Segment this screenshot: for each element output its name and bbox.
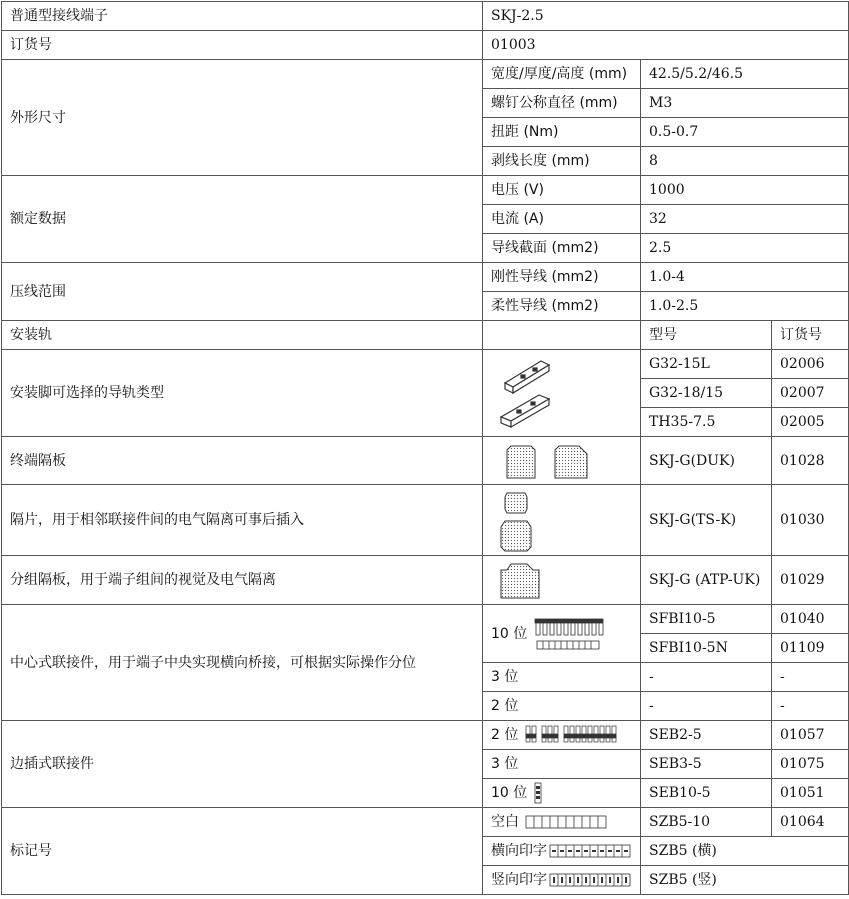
rated-value: 2.5 <box>641 234 849 263</box>
row-dim-1 <box>2 60 849 89</box>
group-plate-model: SKJ-G (ATP-UK) <box>641 556 772 605</box>
crimp-label: 压线范围 <box>2 263 483 321</box>
marker-kind: 横向印字 <box>491 843 547 859</box>
dimensions-label: 外形尺寸 <box>2 60 483 176</box>
crimp-value: 1.0-4 <box>641 263 849 292</box>
center-bridge-icon <box>533 617 605 651</box>
rail-model: G32-15L <box>641 350 772 379</box>
marker-model: SZB5-10 <box>641 808 772 837</box>
side-pos-cell <box>483 779 641 808</box>
product-label: 普通型接线端子 <box>2 2 483 31</box>
rail-model: TH35-7.5 <box>641 408 772 437</box>
row-rail-1 <box>2 350 849 379</box>
dim-name: 螺钉公称直径 (mm) <box>483 89 641 118</box>
center-order: 01109 <box>772 634 849 663</box>
rail-header-label: 安装轨 <box>2 321 483 350</box>
rail-image-cell <box>483 350 641 437</box>
row-marker-1 <box>2 808 849 837</box>
row-rail-header <box>2 321 849 350</box>
marker-horizontal-icon <box>549 844 631 858</box>
dim-value: 0.5-0.7 <box>641 118 849 147</box>
marker-vertical-icon <box>549 873 631 887</box>
side-pos-cell <box>483 721 641 750</box>
center-model: - <box>641 692 772 721</box>
side-model: SEB10-5 <box>641 779 772 808</box>
crimp-value: 1.0-2.5 <box>641 292 849 321</box>
partition-model: SKJ-G(TS-K) <box>641 485 772 556</box>
row-end-plate <box>2 437 849 485</box>
side-order: 01051 <box>772 779 849 808</box>
side-bridge-small-icon <box>533 782 543 804</box>
center-bridge-label: 中心式联接件，用于端子中央实现横向桥接，可根据实际操作分位 <box>2 605 483 721</box>
dim-name: 剥线长度 (mm) <box>483 147 641 176</box>
center-pos2-label: 2 位 <box>483 692 641 721</box>
center-model: SFBI10-5 <box>641 605 772 634</box>
row-crimp-1 <box>2 263 849 292</box>
marker-order: 01064 <box>772 808 849 837</box>
order-no-label: 订货号 <box>2 31 483 60</box>
group-plate-image-cell <box>483 556 641 605</box>
center-order: 01040 <box>772 605 849 634</box>
side-bridge-label: 边插式联接件 <box>2 721 483 808</box>
marker-kind-cell <box>483 866 641 895</box>
partition-label: 隔片，用于相邻联接件间的电气隔离可事后插入 <box>2 485 483 556</box>
center-model: - <box>641 663 772 692</box>
center-pos3-label: 3 位 <box>483 663 641 692</box>
rail-types-label: 安装脚可选择的导轨类型 <box>2 350 483 437</box>
rated-value: 32 <box>641 205 849 234</box>
rated-label: 额定数据 <box>2 176 483 263</box>
marker-kind: 竖向印字 <box>491 872 547 888</box>
side-bridge-icon <box>524 724 620 746</box>
rated-name: 电流 (A) <box>483 205 641 234</box>
rated-value: 1000 <box>641 176 849 205</box>
partition-icon <box>483 485 633 555</box>
row-partition <box>2 485 849 556</box>
dim-value: 8 <box>641 147 849 176</box>
rail-model: G32-18/15 <box>641 379 772 408</box>
dim-value: 42.5/5.2/46.5 <box>641 60 849 89</box>
center-pos10-label: 10 位 <box>491 625 528 642</box>
center-order: - <box>772 692 849 721</box>
side-model: SEB3-5 <box>641 750 772 779</box>
center-bridge-pos10-cell <box>483 605 641 663</box>
side-model: SEB2-5 <box>641 721 772 750</box>
crimp-name: 刚性导线 (mm2) <box>483 263 641 292</box>
marker-kind-cell <box>483 837 641 866</box>
end-plate-order: 01028 <box>772 437 849 485</box>
group-plate-icon <box>483 556 633 604</box>
dim-name: 扭距 (Nm) <box>483 118 641 147</box>
rail-order: 02007 <box>772 379 849 408</box>
end-plate-image-cell <box>483 437 641 485</box>
row-rated-1 <box>2 176 849 205</box>
end-plate-model: SKJ-G(DUK) <box>641 437 772 485</box>
row-group-plate <box>2 556 849 605</box>
center-model: SFBI10-5N <box>641 634 772 663</box>
marker-kind-cell <box>483 808 641 837</box>
end-plate-label: 终端隔板 <box>2 437 483 485</box>
marker-kind: 空白 <box>491 814 519 830</box>
rail-order: 02006 <box>772 350 849 379</box>
marker-model: SZB5 (竖) <box>641 866 849 895</box>
model-header: 型号 <box>641 321 772 350</box>
row-product <box>2 2 849 31</box>
dim-name: 宽度/厚度/高度 (mm) <box>483 60 641 89</box>
dim-value: M3 <box>641 89 849 118</box>
row-side-1 <box>2 721 849 750</box>
marker-model: SZB5 (横) <box>641 837 849 866</box>
crimp-name: 柔性导线 (mm2) <box>483 292 641 321</box>
partition-image-cell <box>483 485 641 556</box>
rail-order: 02005 <box>772 408 849 437</box>
row-order-no <box>2 31 849 60</box>
din-rail-icon <box>483 353 633 433</box>
center-order: - <box>772 663 849 692</box>
side-pos-label: 2 位 <box>491 727 519 743</box>
side-pos-label: 3 位 <box>483 750 641 779</box>
row-center-1 <box>2 605 849 634</box>
spec-table <box>1 1 849 895</box>
marker-blank-icon <box>525 815 607 829</box>
partition-order: 01030 <box>772 485 849 556</box>
rail-header-empty <box>483 321 641 350</box>
side-pos-label: 10 位 <box>491 785 528 801</box>
side-order: 01075 <box>772 750 849 779</box>
order-no-value: 01003 <box>483 31 849 60</box>
group-plate-order: 01029 <box>772 556 849 605</box>
rated-name: 电压 (V) <box>483 176 641 205</box>
marker-label: 标记号 <box>2 808 483 895</box>
order-header: 订货号 <box>772 321 849 350</box>
rated-name: 导线截面 (mm2) <box>483 234 641 263</box>
end-plate-icon <box>483 438 633 484</box>
side-order: 01057 <box>772 721 849 750</box>
product-value: SKJ-2.5 <box>483 2 849 31</box>
group-plate-label: 分组隔板，用于端子组间的视觉及电气隔离 <box>2 556 483 605</box>
